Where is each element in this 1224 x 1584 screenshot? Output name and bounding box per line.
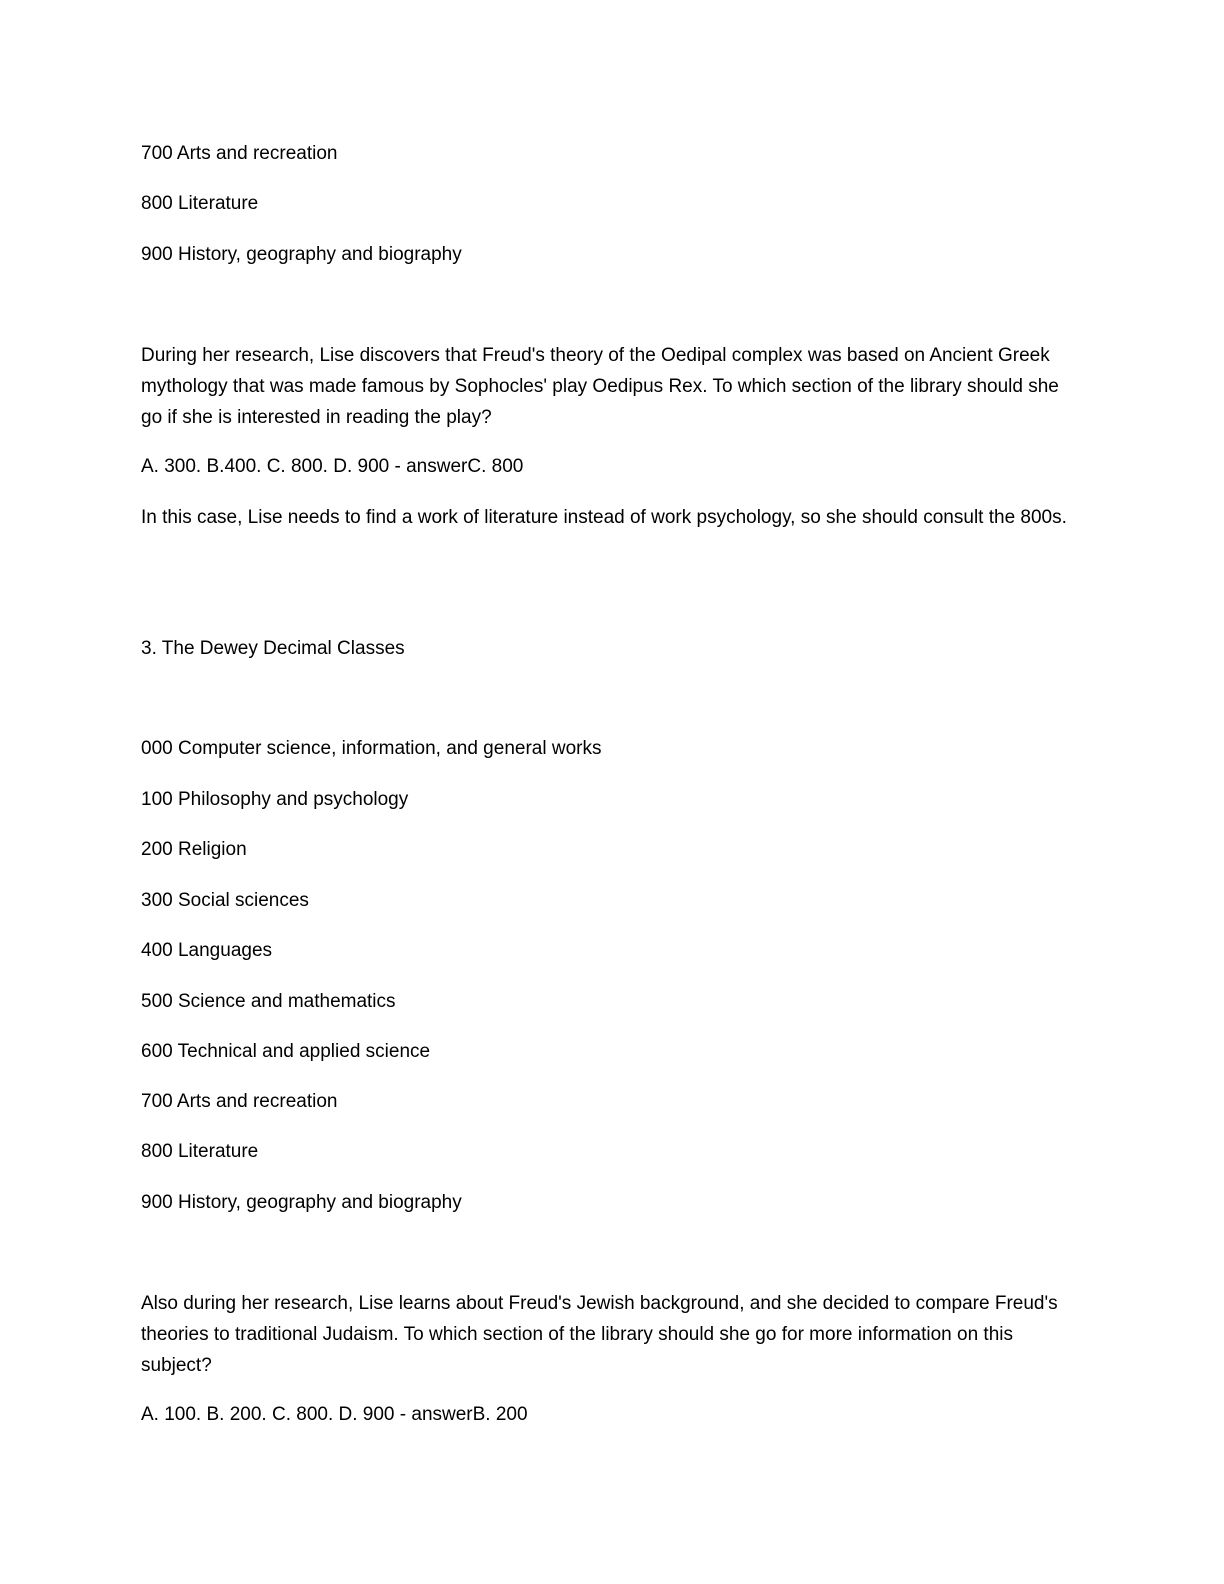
class-list-item: 000 Computer science, information, and general works	[141, 738, 602, 759]
class-list-item: 900 History, geography and biography	[141, 244, 462, 265]
class-list-item: 500 Science and mathematics	[141, 991, 396, 1012]
question-text: During her research, Lise discovers that Freud's theory of the Oedipal complex was based on Ancient Greek mythology that was made famous by Sophocles' play Oedipus Rex. To which section of the library should she go if she is interested in reading the play?	[141, 345, 1059, 428]
class-list-item: 100 Philosophy and psychology	[141, 789, 409, 810]
question-text: Also during her research, Lise learns about Freud's Jewish background, and she decided to compare Freud's theories to traditional Judaism. To which section of the library should she go for more information on this subject?	[141, 1293, 1058, 1376]
class-list-item: 800 Literature	[141, 193, 259, 214]
answer-options: A. 300. B.400. C. 800. D. 900 - answerC. 800	[141, 456, 524, 477]
class-list-item: 600 Technical and applied science	[141, 1041, 431, 1062]
answer-explanation: In this case, Lise needs to find a work of literature instead of work psychology, so she should consult the 800s.	[141, 507, 1067, 528]
class-list-item: 200 Religion	[141, 839, 247, 860]
class-list-item: 400 Languages	[141, 940, 273, 961]
class-list-item: 700 Arts and recreation	[141, 143, 338, 164]
answer-options: A. 100. B. 200. C. 800. D. 900 - answerB. 200	[141, 1404, 528, 1425]
class-list-item: 300 Social sciences	[141, 890, 309, 911]
class-list-item: 800 Literature	[141, 1141, 259, 1162]
class-list-item: 700 Arts and recreation	[141, 1091, 338, 1112]
class-list-item: 900 History, geography and biography	[141, 1192, 462, 1213]
section-heading: 3. The Dewey Decimal Classes	[141, 638, 405, 659]
